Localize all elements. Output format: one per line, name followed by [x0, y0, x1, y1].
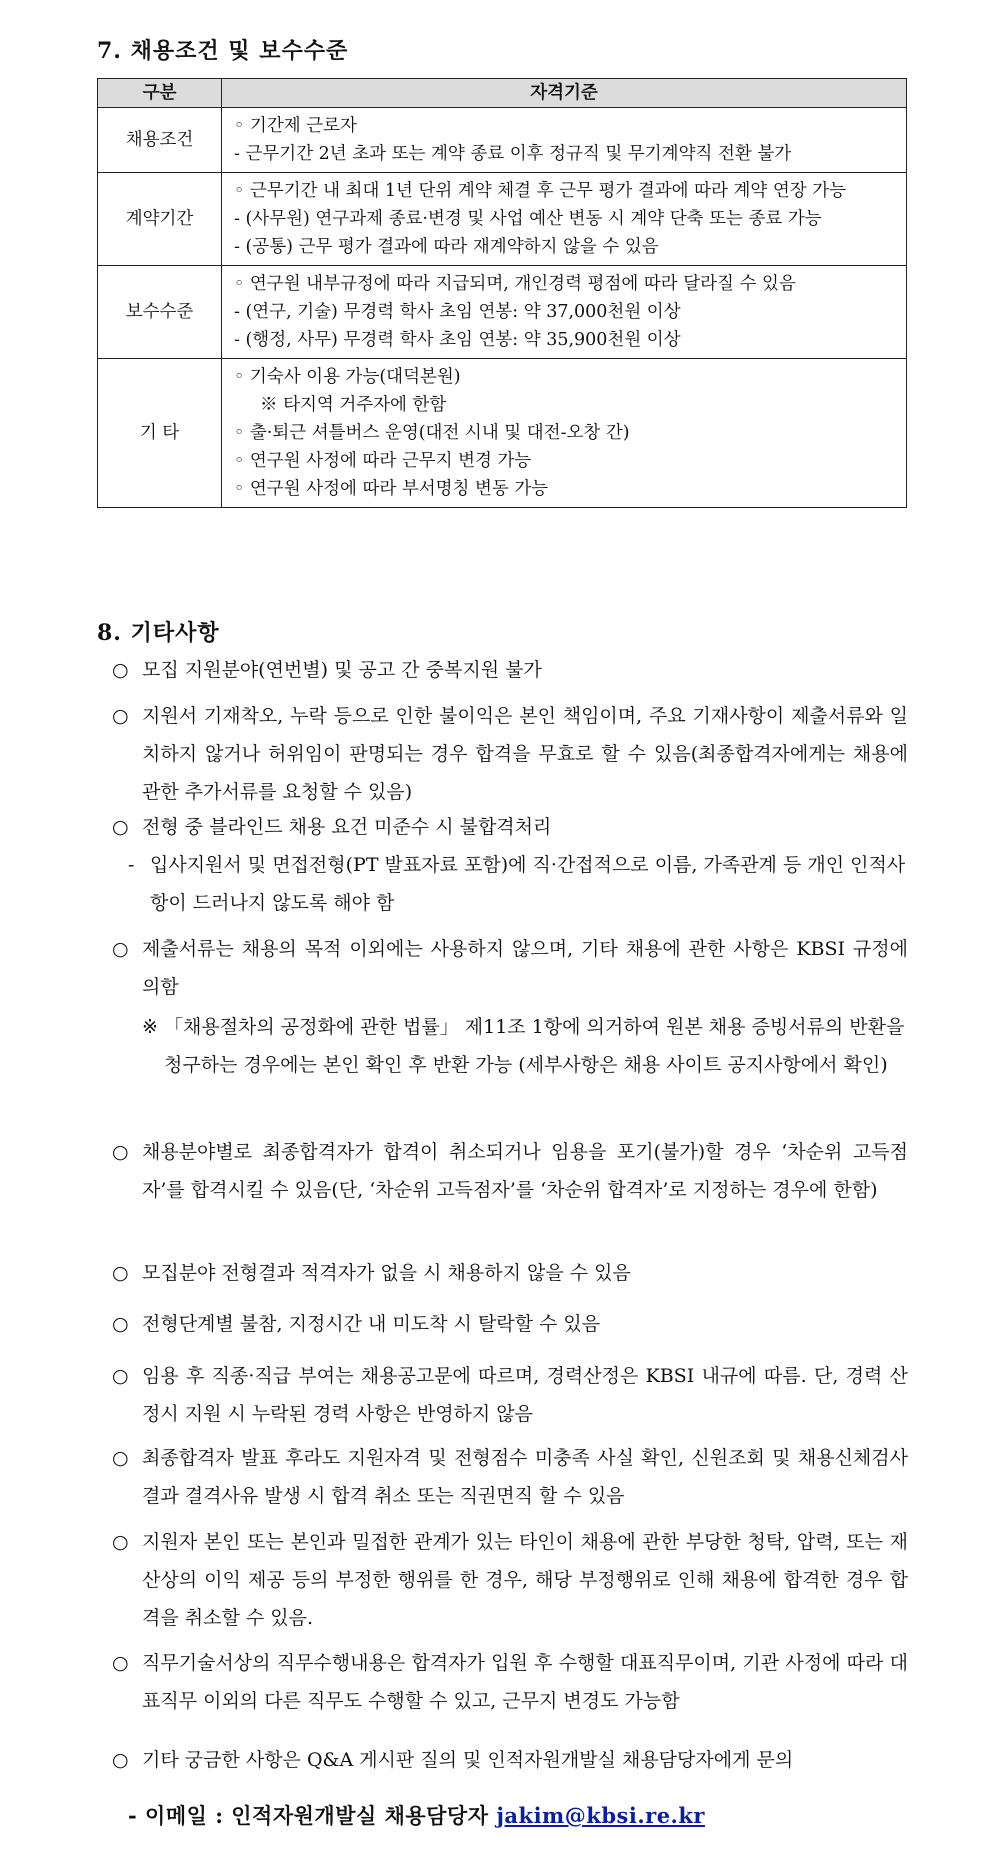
- list-note: [142, 1008, 908, 1084]
- list-item-text: 지원서 기재착오, 누락 등으로 인한 불이익은 본인 책임이며, 주요 기재사항이 제출서류와 일치하지 않거나 허위임이 판명되는 경우 합격을 무효로 할 수 있음(최종합격자에게는 채용에 관한 추가서류를 요청할 수 있음): [142, 705, 908, 803]
- table-row: [98, 359, 907, 508]
- row-line: ◦ 기숙사 이용 가능(대덕본원): [234, 367, 461, 387]
- circle-bullet-icon: ○: [112, 816, 129, 838]
- list-item: [112, 1644, 908, 1720]
- circle-bullet-icon: ○: [112, 938, 129, 960]
- row-line: ◦ 연구원 사정에 따라 근무지 변경 가능: [234, 451, 532, 471]
- email-label: - 이메일 : 인적자원개발실 채용담당자: [128, 1803, 489, 1828]
- row-content: [222, 359, 907, 508]
- row-content: [222, 108, 907, 173]
- table-row: [98, 266, 907, 359]
- circle-bullet-icon: ○: [112, 1262, 129, 1284]
- list-item-text: 모집 지원분야(연번별) 및 공고 간 중복지원 불가: [142, 659, 542, 681]
- row-category: 보수수준: [98, 266, 222, 359]
- row-line: ◦ 연구원 내부규정에 따라 지급되며, 개인경력 평점에 따라 달라질 수 있음: [234, 274, 796, 294]
- circle-bullet-icon: ○: [112, 1531, 129, 1553]
- row-line: ◦ 연구원 사정에 따라 부서명칭 변동 가능: [234, 479, 549, 499]
- table-row: [98, 173, 907, 266]
- row-line: - (공통) 근무 평가 결과에 따라 재계약하지 않을 수 있음: [234, 237, 659, 257]
- row-line: ◦ 근무기간 내 최대 1년 단위 계약 체결 후 근무 평가 결과에 따라 계약 연장 가능: [234, 181, 847, 201]
- list-item-text: 전형 중 블라인드 채용 요건 미준수 시 불합격처리: [142, 816, 552, 838]
- row-category: 기 타: [98, 359, 222, 508]
- row-category: 계약기간: [98, 173, 222, 266]
- email-link[interactable]: jakim@kbsi.re.kr: [496, 1803, 705, 1828]
- list-sub-item: [128, 846, 908, 922]
- list-item-text: 임용 후 직종·직급 부여는 채용공고문에 따르며, 경력산정은 KBSI 내규에 따름. 단, 경력 산정시 지원 시 누락된 경력 사항은 반영하지 않음: [142, 1365, 908, 1425]
- circle-bullet-icon: ○: [112, 1749, 129, 1771]
- circle-bullet-icon: ○: [112, 1141, 129, 1163]
- list-item-text: 기타 궁금한 사항은 Q&A 게시판 질의 및 인적자원개발실 채용담당자에게 문의: [142, 1749, 794, 1771]
- contact-email-line: [128, 1800, 705, 1830]
- reference-mark-icon: ※: [142, 1016, 158, 1038]
- circle-bullet-icon: ○: [112, 1447, 129, 1469]
- table-header-row: [98, 79, 907, 108]
- list-item-text: 모집분야 전형결과 적격자가 없을 시 채용하지 않을 수 있음: [142, 1262, 631, 1284]
- list-item-text: 채용분야별로 최종합격자가 합격이 취소되거나 임용을 포기(불가)할 경우 ‘차순위 고득점자’를 합격시킬 수 있음(단, ‘차순위 고득점자’를 ‘차순위 합격자’로 지정하는 경우에 한함): [142, 1141, 908, 1201]
- header-category: 구분: [98, 79, 222, 108]
- circle-bullet-icon: ○: [112, 705, 129, 727]
- row-category: 채용조건: [98, 108, 222, 173]
- section-7-heading: 7. 채용조건 및 보수수준: [97, 38, 349, 64]
- list-item-text: 전형단계별 불참, 지정시간 내 미도착 시 탈락할 수 있음: [142, 1313, 601, 1335]
- dash-bullet-icon: -: [128, 854, 135, 876]
- section-8-heading: 8. 기타사항: [97, 620, 220, 646]
- list-item: [112, 1523, 908, 1637]
- list-item: [112, 1133, 908, 1209]
- row-line: - (사무원) 연구과제 종료·변경 및 사업 예산 변동 시 계약 단축 또는 종료 가능: [234, 209, 822, 229]
- list-item-text: 입사지원서 및 면접전형(PT 발표자료 포함)에 직·간접적으로 이름, 가족관계 등 개인 인적사항이 드러나지 않도록 해야 함: [150, 854, 906, 914]
- circle-bullet-icon: ○: [112, 1652, 129, 1674]
- list-item: [112, 1305, 908, 1343]
- list-item: [112, 697, 908, 811]
- list-item-text: 제출서류는 채용의 목적 이외에는 사용하지 않으며, 기타 채용에 관한 사항은 KBSI 규정에 의함: [142, 938, 908, 998]
- header-criteria: 자격기준: [222, 79, 907, 108]
- circle-bullet-icon: ○: [112, 1313, 129, 1335]
- list-item: [112, 1357, 908, 1433]
- list-item: [112, 930, 908, 1006]
- table-row: [98, 108, 907, 173]
- list-item: [112, 1254, 908, 1292]
- list-item-text: 지원자 본인 또는 본인과 밀접한 관계가 있는 타인이 채용에 관한 부당한 청탁, 압력, 또는 재산상의 이익 제공 등의 부정한 행위를 한 경우, 해당 부정행위로 인해 채용에 합격한 경우 합격을 취소할 수 있음.: [142, 1531, 908, 1629]
- circle-bullet-icon: ○: [112, 1365, 129, 1387]
- row-content: [222, 173, 907, 266]
- row-line: - (연구, 기술) 무경력 학사 초임 연봉: 약 37,000천원 이상: [234, 302, 681, 322]
- row-line: ◦ 기간제 근로자: [234, 116, 357, 136]
- list-item: [112, 1741, 908, 1779]
- row-line: ※ 타지역 거주자에 한함: [260, 395, 447, 415]
- circle-bullet-icon: ○: [112, 659, 129, 681]
- row-line: - 근무기간 2년 초과 또는 계약 종료 이후 정규직 및 무기계약직 전환 불가: [234, 144, 792, 164]
- employment-conditions-table: [97, 78, 907, 508]
- list-item-text: 최종합격자 발표 후라도 지원자격 및 전형점수 미충족 사실 확인, 신원조회 및 채용신체검사 결과 결격사유 발생 시 합격 취소 또는 직권면직 할 수 있음: [142, 1447, 908, 1507]
- list-item: [112, 1439, 908, 1515]
- row-line: ◦ 출·퇴근 셔틀버스 운영(대전 시내 및 대전-오창 간): [234, 423, 630, 443]
- list-item-text: 직무기술서상의 직무수행내용은 합격자가 입원 후 수행할 대표직무이며, 기관 사정에 따라 대표직무 이외의 다른 직무도 수행할 수 있고, 근무지 변경도 가능함: [142, 1652, 908, 1712]
- list-item: [112, 808, 908, 846]
- list-item-text: 「채용절차의 공정화에 관한 법률」 제11조 1항에 의거하여 원본 채용 증빙서류의 반환을 청구하는 경우에는 본인 확인 후 반환 가능 (세부사항은 채용 사이트 공지사항에서 확인): [164, 1016, 905, 1076]
- list-item: [112, 651, 908, 689]
- row-line: - (행정, 사무) 무경력 학사 초임 연봉: 약 35,900천원 이상: [234, 330, 681, 350]
- row-content: [222, 266, 907, 359]
